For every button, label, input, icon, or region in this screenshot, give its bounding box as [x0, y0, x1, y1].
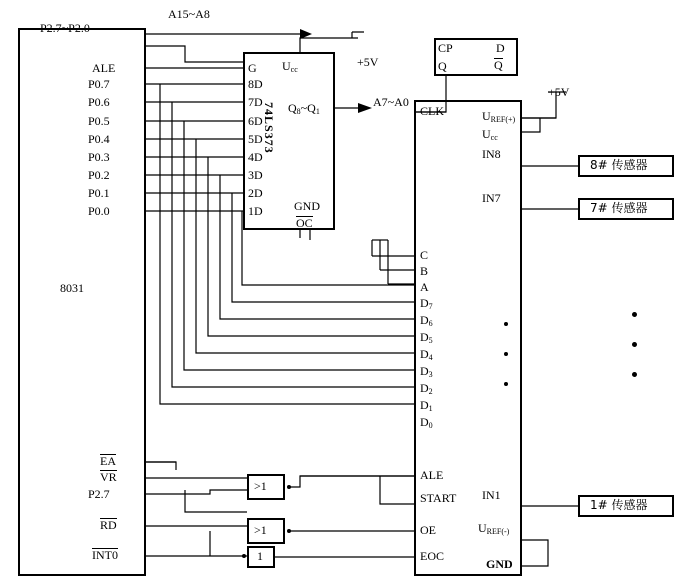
mcu-pin-p07: P0.7 — [88, 77, 110, 91]
adc-pin-in7: IN7 — [482, 191, 501, 205]
sensor-label-1: 1# 传感器 — [590, 498, 648, 512]
ellipsis-dot — [504, 322, 508, 326]
junction-dot-gate2 — [287, 529, 291, 533]
mcu-pin-p03: P0.3 — [88, 150, 110, 164]
adc-pin-oe: OE — [420, 523, 436, 537]
mcu-pin-int0: INT0 — [92, 548, 118, 562]
mcu-pin-ea: EA — [100, 454, 116, 468]
sensor-label-7: 7# 传感器 — [590, 201, 648, 215]
adc-pin-ale: ALE — [420, 468, 444, 482]
mcu-label: 8031 — [60, 281, 84, 295]
latch-pin-5d: 5D — [248, 132, 263, 146]
latch-pin-oc: OC — [296, 216, 313, 230]
mcu-pin-p00: P0.0 — [88, 204, 110, 218]
ff-pin-d: D — [496, 41, 505, 55]
ff-pin-q: Q — [438, 59, 447, 73]
adc-pin-uref-plus: $U_{REF(+)}$ — [482, 109, 516, 124]
adc-pin-d6: $D_6$ — [420, 313, 433, 328]
adc-pin-d3: $D_3$ — [420, 364, 433, 379]
latch-pin-7d: 7D — [248, 95, 263, 109]
latch-pin-6d: 6D — [248, 114, 263, 128]
mcu-pin-rd: RD — [100, 518, 117, 532]
adc-pin-ucc: $U_{cc}$ — [482, 127, 498, 142]
label-port-top: P2.7~P2.0 — [40, 21, 90, 35]
ff-pin-cp: CP — [438, 41, 453, 55]
adc-pin-start: START — [420, 491, 457, 505]
latch-pin-1d: 1D — [248, 204, 263, 218]
latch-label: 74LS373 — [262, 102, 276, 154]
mcu-pin-ale: ALE — [92, 61, 116, 75]
ellipsis-dot — [504, 382, 508, 386]
adc-pin-b: B — [420, 264, 429, 278]
adc-pin-c: C — [420, 248, 429, 262]
sensor-label-8: 8# 传感器 — [590, 158, 648, 172]
latch-pin-g: G — [248, 61, 257, 75]
mcu-pin-p06: P0.6 — [88, 95, 110, 109]
ellipsis-dot — [504, 352, 508, 356]
adc-pin-d4: $D_4$ — [420, 347, 433, 362]
junction-dot-gate3 — [242, 554, 246, 558]
latch-pin-gnd: GND — [294, 199, 320, 213]
latch-pin-ucc: $U_{cc}$ — [282, 59, 298, 74]
adc-pin-d5: $D_5$ — [420, 330, 433, 345]
mcu-pin-p02: P0.2 — [88, 168, 110, 182]
adc-pin-in8: IN8 — [482, 147, 501, 161]
adc-pin-d7: $D_7$ — [420, 296, 433, 311]
latch-output-label: $Q_8\sim Q_1$ — [288, 101, 320, 116]
latch-pin-3d: 3D — [248, 168, 263, 182]
ff-pin-qbar: Q — [494, 58, 503, 72]
mcu-pin-p04: P0.4 — [88, 132, 110, 146]
adc-pin-d2: $D_2$ — [420, 381, 433, 396]
junction-dot-gate1 — [287, 485, 291, 489]
mcu-pin-vr: VR — [100, 470, 117, 484]
mcu-pin-p01: P0.1 — [88, 186, 110, 200]
adc-pin-eoc: EOC — [420, 549, 444, 563]
ellipsis-dot — [632, 342, 637, 347]
adc-pin-a: A — [420, 280, 429, 294]
adc-pin-clk: CLK — [420, 104, 444, 118]
ellipsis-dot — [632, 312, 637, 317]
mcu-pin-p05: P0.5 — [88, 114, 110, 128]
gate2-label: >1 — [254, 523, 267, 537]
adc-pin-uref-minus: $U_{REF(-)}$ — [478, 521, 510, 536]
latch-pin-8d: 8D — [248, 77, 263, 91]
adc-pin-in1: IN1 — [482, 488, 501, 502]
adc-pin-d0: $D_0$ — [420, 415, 433, 430]
adc-pin-gnd: GND — [486, 557, 513, 571]
label-low-addr: A7~A0 — [373, 95, 409, 109]
adc-pin-d1: $D_1$ — [420, 398, 433, 413]
supply-label-1: +5V — [357, 55, 379, 69]
gate1-label: >1 — [254, 479, 267, 493]
ellipsis-dot — [632, 372, 637, 377]
gate3-label: 1 — [257, 549, 263, 563]
supply-label-2: +5V — [548, 85, 570, 99]
latch-pin-2d: 2D — [248, 186, 263, 200]
label-high-addr: A15~A8 — [168, 7, 210, 21]
mcu-pin-p27: P2.7 — [88, 487, 110, 501]
latch-pin-4d: 4D — [248, 150, 263, 164]
